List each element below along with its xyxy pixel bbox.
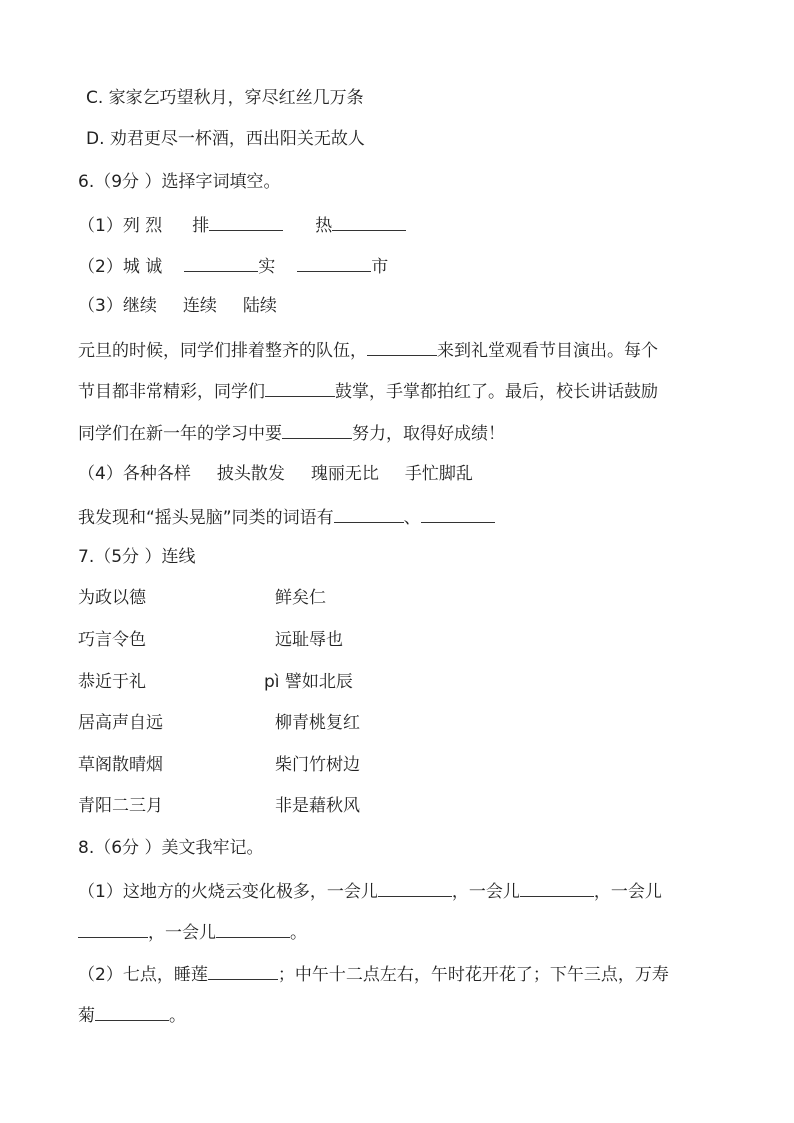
q7-left-item[interactable]: 居高声自远 <box>78 713 163 733</box>
q6-paragraph-line1 <box>78 337 658 363</box>
blank[interactable] <box>297 253 371 272</box>
q6-part3-label: （3）继续 <box>78 296 157 316</box>
blank[interactable] <box>520 878 594 897</box>
q6-part4-word3: 瑰丽无比 <box>310 464 379 484</box>
q5-option-c: C. 家家乞巧望秋月，穿尽红丝几万条 <box>86 88 364 108</box>
q6-part4-label: （4）各种各样 <box>78 464 191 484</box>
text: 我发现和“摇头晃脑”同类的词语有 <box>78 508 334 528</box>
q7-right-item[interactable]: 远耻辱也 <box>275 630 343 650</box>
q8-part2-line1 <box>78 961 669 987</box>
q6-part2 <box>78 253 388 279</box>
q6-part4 <box>78 462 473 486</box>
q8-part2-line2 <box>78 1002 186 1028</box>
text: ；中午十二点左右，午时花开花了；下午三点，万寿 <box>277 965 669 985</box>
q6-part4-word2: 披头散发 <box>216 464 285 484</box>
q7-right-item[interactable]: pì 譬如北辰 <box>264 672 353 692</box>
blank[interactable] <box>184 253 258 272</box>
blank[interactable] <box>265 378 335 397</box>
q6-part3-word3: 陆续 <box>242 296 277 316</box>
q7-left-item[interactable]: 恭近于礼 <box>78 672 146 692</box>
blank[interactable] <box>208 961 278 980</box>
q7-left-item[interactable]: 巧言令色 <box>78 630 146 650</box>
q6-part1-word-b: 热 <box>315 216 333 236</box>
blank[interactable] <box>78 919 148 938</box>
q6-part4-question <box>78 504 495 530</box>
q6-paragraph-line2 <box>78 378 658 404</box>
text: 。 <box>290 923 307 943</box>
blank[interactable] <box>209 212 283 231</box>
q6-part1-label: （1）列 烈 <box>78 216 163 236</box>
text: （2）七点，睡莲 <box>78 965 208 985</box>
q6-part2-word-a: 实 <box>258 257 276 277</box>
q6-part2-word-b: 市 <box>371 257 389 277</box>
q7-left-item[interactable]: 草阁散晴烟 <box>78 755 163 775</box>
q6-paragraph-line3 <box>78 420 505 446</box>
text: （1）这地方的火烧云变化极多，一会儿 <box>78 882 378 902</box>
q6-part1-word-a: 排 <box>192 216 210 236</box>
q7-right-item[interactable]: 柳青桃复红 <box>275 713 360 733</box>
blank[interactable] <box>332 212 406 231</box>
q7-title: 7.（5分 ）连线 <box>78 547 196 567</box>
text: 来到礼堂观看节目演出。每个 <box>437 341 658 361</box>
blank[interactable] <box>421 504 495 523</box>
q6-part3-word2: 连续 <box>182 296 217 316</box>
blank[interactable] <box>216 919 290 938</box>
text: 同学们在新一年的学习中要 <box>78 424 282 444</box>
blank[interactable] <box>95 1002 169 1021</box>
q6-part2-label: （2）城 诚 <box>78 257 163 277</box>
q7-left-item[interactable]: 为政以德 <box>78 588 146 608</box>
blank[interactable] <box>282 420 352 439</box>
q6-part3 <box>78 294 277 318</box>
q5-option-d: D. 劝君更尽一杯酒，西出阳关无故人 <box>86 129 365 149</box>
text: 努力，取得好成绩！ <box>352 424 505 444</box>
q6-part1 <box>78 212 406 238</box>
blank[interactable] <box>378 878 452 897</box>
text: ，一会儿 <box>148 923 216 943</box>
text: ，一会儿 <box>451 882 520 902</box>
q7-right-item[interactable]: 非是藉秋风 <box>275 796 360 816</box>
q6-part4-word4: 手忙脚乱 <box>404 464 473 484</box>
text: 元旦的时候，同学们排着整齐的队伍， <box>78 341 367 361</box>
blank[interactable] <box>334 504 404 523</box>
text: 菊 <box>78 1006 95 1026</box>
q7-right-item[interactable]: 柴门竹树边 <box>275 755 360 775</box>
q8-title: 8.（6分 ）美文我牢记。 <box>78 838 264 858</box>
text: 节目都非常精彩，同学们 <box>78 382 265 402</box>
q8-part1-line1 <box>78 878 662 904</box>
blank[interactable] <box>367 337 437 356</box>
text: 鼓掌，手掌都拍红了。最后，校长讲话鼓励 <box>335 382 658 402</box>
text: 、 <box>403 508 421 528</box>
q7-left-item[interactable]: 青阳二三月 <box>78 796 163 816</box>
text: ，一会儿 <box>593 882 662 902</box>
text: 。 <box>169 1006 186 1026</box>
q6-title: 6.（9分 ）选择字词填空。 <box>78 172 281 192</box>
q8-part1-line2 <box>78 919 307 945</box>
q7-right-item[interactable]: 鲜矣仁 <box>275 588 326 608</box>
